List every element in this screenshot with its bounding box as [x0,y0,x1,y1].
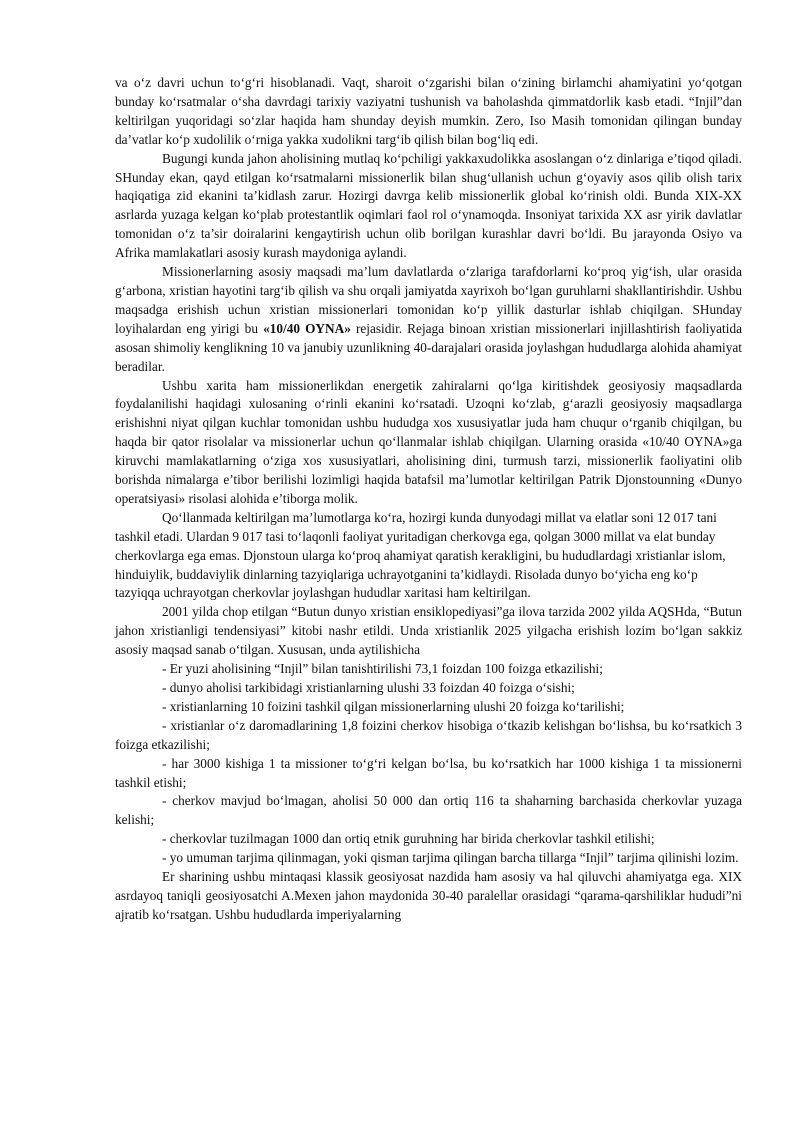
paragraph-7: Er sharining ushbu mintaqasi klassik geosiyosat nazdida ham asosiy va hal qiluvchi ahamiyatga ega. XIX asrdayoq taniqli geosiyosatchi A.Mexen jahon maydonida 30-40 paralellar orasidagi “qarama-qarshiliklar hududi”ni ajratib ko‘rsatgan. Ushbu hududlarda imperiyalarning [115,869,742,922]
list-item-2: - dunyo aholisi tarkibidagi xristianlarning ulushi 33 foizdan 40 foizga o‘sishi; [162,680,575,695]
list-item-8: - yo umuman tarjima qilinmagan, yoki qisman tarjima qilingan barcha tillarga “Injil” tarjima qilinishi lozim. [162,850,739,866]
paragraph-2: Bugungi kunda jahon aholisining mutlaq ko‘pchiligi yakkaxudolikka asoslangan o‘z dinlariga e’tiqod qiladi. SHunday ekan, qayd etilgan ko‘rsatmalarni missionerlik bilan shug‘ullanish uchun g‘oyaviy asos qilib olish tarix haqiqatiga zid ekanini ta’kidlash zarur. Hozirgi davrga kelib missionerlik global ko‘rinish oldi. Bunda XIX-XX asrlarda yuzaga kelgan ko‘plab protestantlik oqimlari faol rol o‘ynamoqda. Insoniyat tarixida XX asr yirik davlatlar tomonidan o‘z ta’sir doiralarini kengaytirish uchun olib borilgan kurashlar davri bo‘ldi. Bu jarayonda Osiyo va Afrika mamlakatlari asosiy kurash maydoniga aylandi. [115,150,742,261]
paragraph-4: Ushbu xarita ham missionerlikdan energetik zahiralarni qo‘lga kiritishdek geosiyosiy maqsadlarda foydalanilishi haqidagi xulosaning o‘rinli ekanini ko‘rsatadi. Uzoqni ko‘zlab, g‘arazli geosiyosiy maqsadlarga erishishni niyat qilgan kuchlar tomonidan ushbu hududga xos xususiyatlar juda ham chuqur o‘rganib chiqilgan, bu haqda bir qator risolalar va missionerlar uchun qo‘llanmalar ishlab chiqilgan. Ularning orasida «10/40 OYNA»ga kiruvchi mamlakatlarning o‘ziga xos xususiyatlari, aholisining dini, turmush tarzi, missionerlik faoliyatini olib borishda nimalarga e’tibor berilishi lozimligi haqida batafsil ma’lumotlar keltirilgan Patrik Djonstounning «Dunyo operatsiyasi» risolasi alohida e’tiborga molik. [115,377,742,506]
paragraph-5: Qo‘llanmada keltirilgan ma’lumotlarga ko‘ra, hozirgi kunda dunyodagi millat va elatlar soni 12 017 tani tashkil etadi. Ulardan 9 017 tasi to‘laqonli faoliyat yuritadigan cherkovga ega, qolgan 3000 millat va elat bunday cherkovlarga ega emas. Djonstoun ularga ko‘proq ahamiyat qaratish kerakligini, bu hududlardagi xristianlar islom, hinduiylik, buddaviylik dinlarning tazyiqlariga uchrayotganini ta’kidlaydi. Risolada dunyo bo‘yicha eng ko‘p tazyiqqa uchrayotgan cherkovlar joylashgan hududlar xaritasi ham keltirilgan. [115,509,726,601]
list-item-1: - Er yuzi aholisining “Injil” bilan tanishtirilishi 73,1 foizdan 100 foizga etkazilishi; [162,661,603,677]
list-item-3: - xristianlarning 10 foizini tashkil qilgan missionerlarning ulushi 20 foizga ko‘tarilishi; [162,698,625,714]
document-page [115,74,742,925]
list-item-7: - cherkovlar tuzilmagan 1000 dan ortiq etnik guruhning har birida cherkovlar tashkil etilishi; [162,831,655,847]
paragraph-3-after: rejasidir. Rejaga binoan xristian missionerlari injillashtirish faoliyatida asosan shimoliy kenglikning 10 va janubiy uzunlikning 40-darajalari orasida joylashgan hududlarga alohida ahamiyat beradilar. [115,320,742,374]
paragraph-1: va o‘z davri uchun to‘g‘ri hisoblanadi. Vaqt, sharoit o‘zgarishi bilan o‘zining birlamchi ahamiyatini yo‘qotgan bunday ko‘rsatmalar o‘sha davrdagi tarixiy vaziyatni tushunish va baholashda qimmatdorlik kasb etadi. “Injil”dan keltirilgan yuqoridagi so‘zlar haqida ham shunday deyish mumkin. Zero, Iso Masih tomonidan qilingan bunday da’vatlar ko‘p xudolilik o‘rniga yakka xudolikni targ‘ib qilish bilan bog‘liq edi. [115,75,742,147]
paragraph-3 [115,263,742,376]
list-item-6: - cherkov mavjud bo‘lmagan, aholisi 50 000 dan ortiq 116 ta shaharning barchasida cherkovlar yuzaga kelishi; [115,793,742,828]
paragraph-3-before: Missionerlarning asosiy maqsadi ma’lum davlatlarda o‘zlariga tarafdorlarni ko‘proq yig‘ish, ular orasida g‘arbona, xristian hayotini targ‘ib qilish va shu orqali jamiyatda xayrixoh bo‘lgan guruhlarni shakllantirishdir. Ushbu maqsadga erishish uchun xristian missionerlari tomonidan ko‘p yillik dasturlar ishlab chiqilgan. SHunday loyihalardan eng yirigi bu [115,264,742,336]
paragraph-6: 2001 yilda chop etilgan “Butun dunyo xristian ensiklopediyasi”ga ilova tarzida 2002 yilda AQSHda, “Butun jahon xristianligi tendensiyasi” kitobi nashr etildi. Unda xristianlik 2025 yilgacha erishish lozim bo‘lgan sakkiz asosiy maqsad sanab o‘tilgan. Xususan, unda aytilishicha [115,604,742,658]
plan-name-bold: «10/40 OYNA» [263,320,351,336]
list-item-4: - xristianlar o‘z daromadlarining 1,8 foizini cherkov hisobiga o‘tkazib kelishgan bo‘lishsa, bu ko‘rsatkich 3 foizga etkazilishi; [115,717,742,752]
list-item-5: - har 3000 kishiga 1 ta missioner to‘g‘ri kelgan bo‘lsa, bu ko‘rsatkich har 1000 kishiga 1 ta missionerni tashkil etishi; [115,755,742,790]
